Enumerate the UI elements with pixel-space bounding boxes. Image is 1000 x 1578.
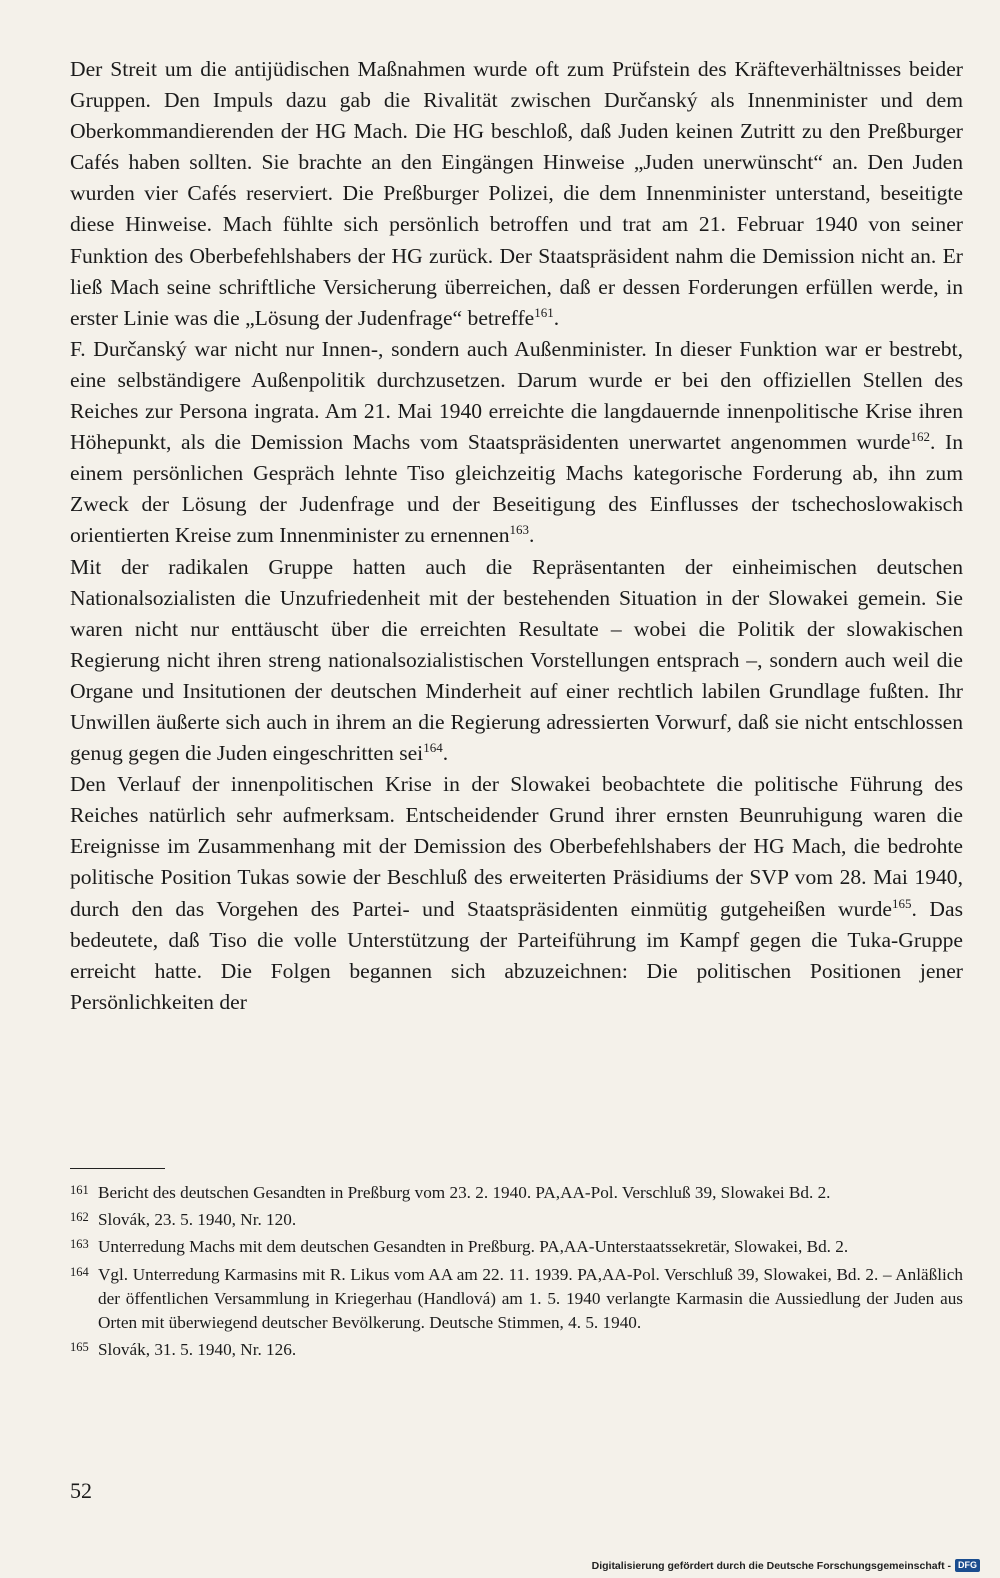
page-number: 52 [70,1478,92,1503]
footnote-reference[interactable]: 163 [509,522,529,538]
paragraph [70,552,963,770]
digitization-credit [592,1559,980,1572]
footnote-number: 165 [70,1340,89,1355]
paragraph-text: . [529,523,535,548]
footnote [70,1263,963,1336]
footnote [70,1181,963,1205]
footnote-number: 163 [70,1237,89,1252]
footnote-divider [70,1168,165,1169]
dfg-logo: DFG [955,1559,980,1572]
paragraph-text: . In einem persönlichen Gespräch lehnte Tiso gleichzeitig Machs kategorische Forderung ab, ihn zum Zweck der Lösung der Judenfrage und der Beseitigung des Einflusses der tschechoslowakisch orientierten Kreise zum Innenminister zu ernennen [70,430,964,548]
footnote-text: Unterredung Machs mit dem deutschen Gesandten in Preßburg. PA,AA-Unterstaatssekretär, Slowakei, Bd. 2. [98,1237,849,1257]
paragraph-text: Mit der radikalen Gruppe hatten auch die Repräsentanten der einheimischen deutschen Nationalsozialisten die Unzufriedenheit mit der bestehenden Situation in der Slowakei gemein. Sie waren nicht nur enttäuscht über die erreichten Resultate – wobei die Politik der slowakischen Regierung nicht ihren streng nationalsozialistischen Vorstellungen entsprach –, sondern auch weil die Organe und Insitutionen der deutschen Minderheit auf einer rechtlich labilen Grundlage fußten. Ihr Unwillen äußerte sich auch in ihrem an die Regierung adressierten Vorwurf, daß sie nicht entschlossen genug gegen die Juden eingeschritten sei [70,554,963,766]
credit-text: Digitalisierung gefördert durch die Deutsche Forschungsgemeinschaft - [591,1559,951,1572]
footnotes [70,1181,963,1365]
paragraph [70,54,963,334]
footnote-text: Slovák, 23. 5. 1940, Nr. 120. [98,1210,297,1230]
footnote-reference[interactable]: 162 [910,429,930,445]
footnote-text: Vgl. Unterredung Karmasins mit R. Likus vom AA am 22. 11. 1939. PA,AA-Pol. Verschluß 39, Slowakei, Bd. 2. – Anläßlich der öffentlichen Versammlung in Kriegerhau (Handlová) am 1. 5. 1940 verlangte Karmasin die Aussiedlung der Juden aus Orten mit überwiegend deutscher Bevölkerung. Deutsche Stimmen, 4. 5. 1940. [98,1264,963,1333]
paragraph-text: . Das bedeutete, daß Tiso die volle Unterstützung der Parteiführung im Kampf gegen die Tuka-Gruppe erreicht hatte. Die Folgen begannen sich abzuzeichnen: Die politischen Positionen jener Persönlichkeiten der [70,896,963,1014]
paragraph [70,334,963,552]
footnote [70,1235,963,1259]
footnote-text: Bericht des deutschen Gesandten in Preßburg vom 23. 2. 1940. PA,AA-Pol. Verschluß 39, Slowakei Bd. 2. [98,1183,831,1202]
footnote-number: 164 [70,1264,89,1279]
footnote-text: Slovák, 31. 5. 1940, Nr. 126. [98,1340,297,1360]
footnote-number: 161 [70,1183,89,1197]
footnote-number: 162 [70,1210,89,1225]
footnote-reference[interactable]: 165 [891,895,912,911]
footnote [70,1338,963,1362]
paragraph-text: Den Verlauf der innenpolitischen Krise in der Slowakei beobachtete die politische Führung des Reiches natürlich sehr aufmerksam. Entscheidender Grund ihrer ernsten Beunruhigung waren die Ereignisse im Zusammenhang mit der Demission des Oberbefehlshabers der HG Mach, die bedrohte politische Position Tukas sowie der Beschluß des erweiterten Präsidiums der SVP vom 28. Mai 1940, durch den das Vorgehen des Partei- und Staatspräsidenten einmütig gutgeheißen wurde [70,772,963,921]
footnote-reference[interactable]: 164 [423,740,443,756]
paragraph-text: Der Streit um die antijüdischen Maßnahmen wurde oft zum Prüfstein des Kräfteverhältnisses beider Gruppen. Den Impuls dazu gab die Rivalität zwischen Durčanský als Innenminister und dem Oberkommandierenden der HG Mach. Die HG beschloß, daß Juden keinen Zutritt zu den Preßburger Cafés haben sollten. Sie brachte an den Eingängen Hinweise „Juden unerwünscht“ an. Den Juden wurden vier Cafés reserviert. Die Preßburger Polizei, die dem Innenminister unterstand, beseitigte diese Hinweise. Mach fühlte sich persönlich betroffen und trat am 21. Februar 1940 von seiner Funktion des Oberbefehlshabers der HG zurück. Der Staatspräsident nahm die Demission nicht an. Er ließ Mach seine schriftliche Versicherung überreichen, daß er dessen Forderungen erfüllen werde, in erster Linie was die „Lösung der Judenfrage“ betreffe [70,57,963,330]
paragraph-text: F. Durčanský war nicht nur Innen-, sondern auch Außenminister. In dieser Funktion war er bestrebt, eine selbständigere Außenpolitik durchzusetzen. Darum wurde er bei den offiziellen Stellen des Reiches zur Persona ingrata. Am 21. Mai 1940 erreichte die langdauernde innenpolitische Krise ihren Höhepunkt, als die Demission Machs vom Staatspräsidenten unerwartet angenommen wurde [70,336,963,455]
paragraph [70,769,963,1018]
footnote [70,1208,963,1232]
paragraph-text: . [553,305,560,330]
paragraph-text: . [442,741,449,766]
footnote-reference[interactable]: 161 [534,304,554,320]
body-text [70,54,963,1018]
